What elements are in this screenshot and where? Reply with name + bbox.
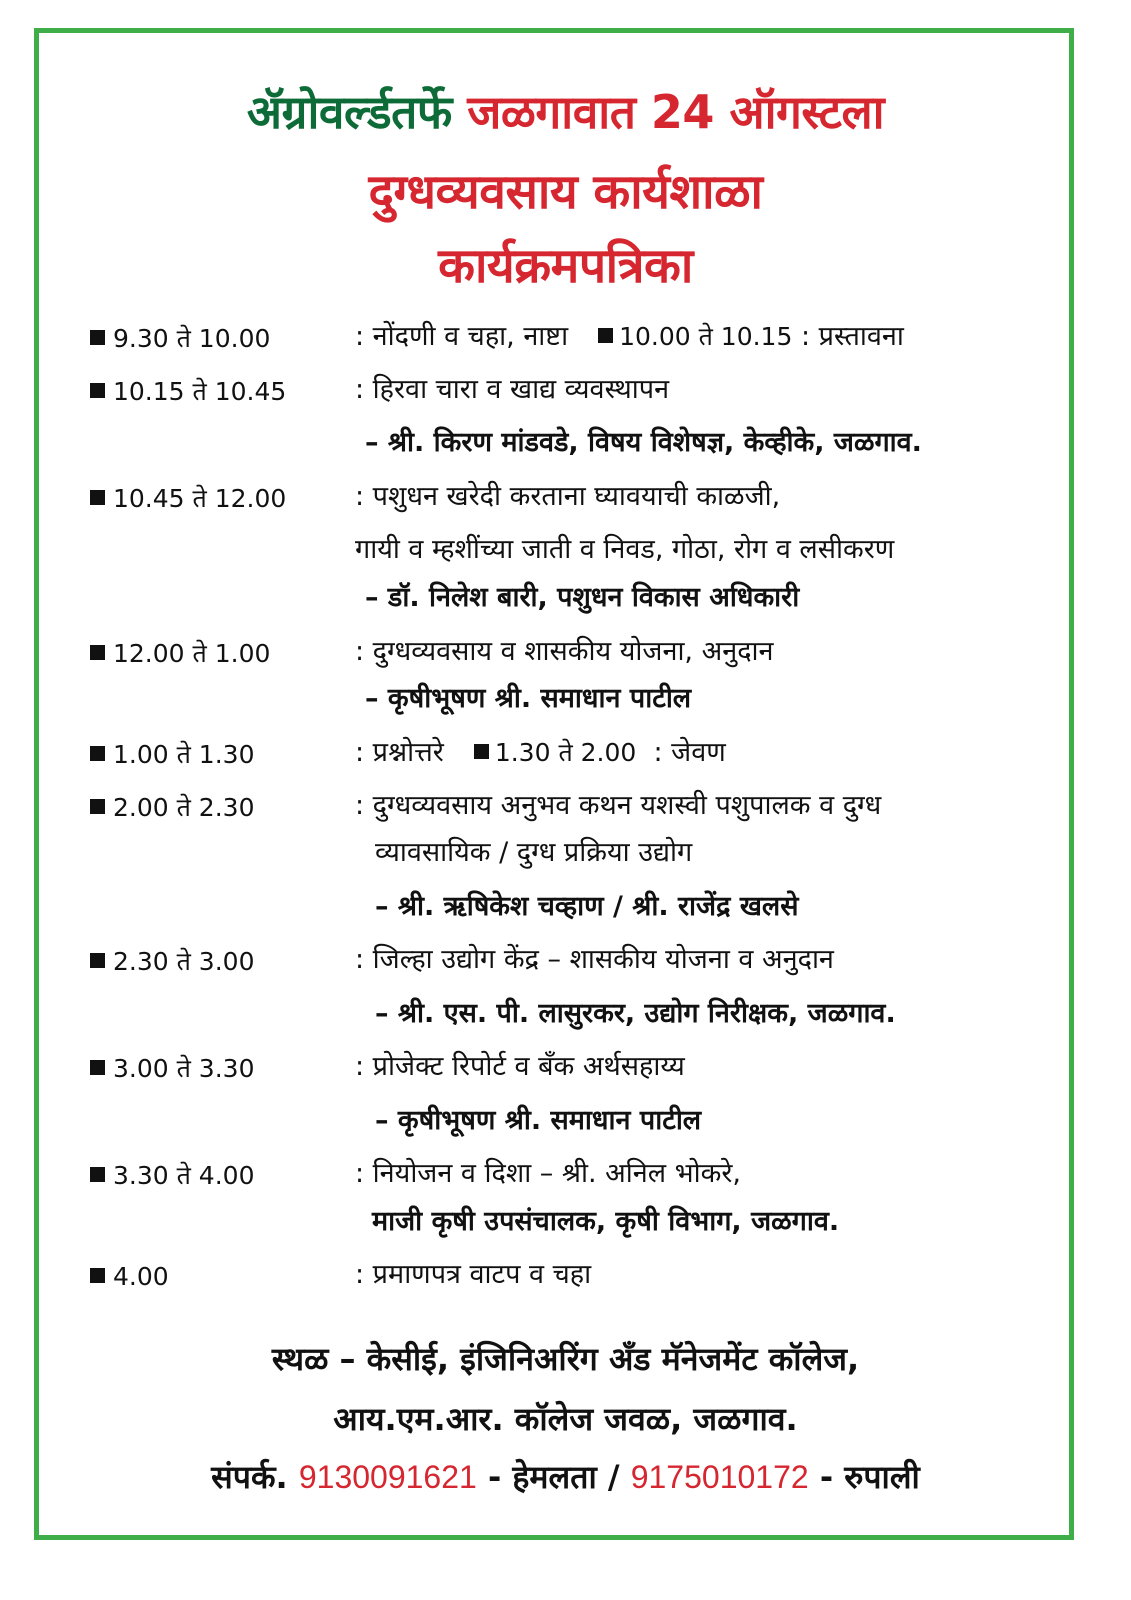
schedule-topic: : प्रोजेक्ट रिपोर्ट व बँक अर्थसहाय्य bbox=[355, 1051, 685, 1082]
schedule-topic: : दुग्धव्यवसाय व शासकीय योजना, अनुदान bbox=[355, 636, 774, 667]
schedule-speaker: – कृषीभूषण श्री. समाधान पाटील bbox=[365, 683, 692, 714]
bullet-square-icon bbox=[90, 1060, 105, 1075]
schedule-topic: : जिल्हा उद्योग केंद्र – शासकीय योजना व अनुदान bbox=[355, 944, 834, 975]
contact-label: संपर्क. bbox=[211, 1458, 288, 1496]
schedule-time: 2.00 ते 2.30 bbox=[90, 791, 254, 825]
schedule-time: 10.15 ते 10.45 bbox=[90, 375, 286, 409]
bullet-square-icon bbox=[90, 330, 105, 345]
schedule-speaker: – कृषीभूषण श्री. समाधान पाटील bbox=[375, 1105, 702, 1136]
schedule-speaker: – श्री. एस. पी. लासुरकर, उद्योग निरीक्षक, जळगाव. bbox=[375, 998, 896, 1029]
venue-line-1: स्थळ – केसीई, इंजिनिअरिंग अँड मॅनेजमेंट कॉलेज, bbox=[271, 1340, 860, 1378]
schedule-speaker: – श्री. ऋषिकेश चव्हाण / श्री. राजेंद्र खलसे bbox=[375, 891, 799, 922]
schedule-time: 3.00 ते 3.30 bbox=[90, 1052, 254, 1086]
schedule-topic: : नोंदणी व चहा, नाष्टा 10.00 ते 10.15 : प्रस्तावना bbox=[355, 321, 904, 352]
bullet-square-icon bbox=[90, 645, 105, 660]
bullet-square-icon bbox=[90, 1167, 105, 1182]
workshop-title: दुग्धव्यवसाय कार्यशाळा bbox=[368, 164, 763, 220]
schedule-topic-continued: माजी कृषी उपसंचालक, कृषी विभाग, जळगाव. bbox=[372, 1206, 840, 1237]
schedule-time: 9.30 ते 10.00 bbox=[90, 322, 270, 356]
schedule-topic: : प्रमाणपत्र वाटप व चहा bbox=[355, 1259, 592, 1290]
contact-name-1: - हेमलता bbox=[487, 1458, 597, 1496]
schedule-topic: : नियोजन व दिशा – श्री. अनिल भोकरे, bbox=[355, 1158, 741, 1189]
headline-date: जळगावात 24 ऑगस्टला bbox=[467, 85, 885, 139]
schedule-time: 1.00 ते 1.30 bbox=[90, 738, 254, 772]
phone-number-2: 9175010172 bbox=[630, 1459, 809, 1495]
bullet-square-icon bbox=[90, 746, 105, 761]
bullet-square-icon bbox=[90, 490, 105, 505]
bullet-square-icon bbox=[474, 744, 489, 759]
headline bbox=[0, 80, 1131, 142]
schedule-topic: : हिरवा चारा व खाद्य व्यवस्थापन bbox=[355, 374, 670, 405]
bullet-square-icon bbox=[90, 953, 105, 968]
schedule-topic-continued: गायी व म्हशींच्या जाती व निवड, गोठा, रोग व लसीकरण bbox=[355, 534, 895, 565]
bullet-square-icon bbox=[90, 1268, 105, 1283]
program-title: कार्यक्रमपत्रिका bbox=[438, 238, 693, 294]
schedule-topic: : प्रश्नोत्तरे 1.30 ते 2.00 : जेवण bbox=[355, 737, 726, 768]
schedule-speaker: – श्री. किरण मांडवडे, विषय विशेषज्ञ, केव्हीके, जळगाव. bbox=[365, 427, 922, 458]
venue-line-2: आय.एम.आर. कॉलेज जवळ, जळगाव. bbox=[333, 1400, 798, 1438]
phone-number-1: 9130091621 bbox=[298, 1459, 477, 1495]
schedule-time: 3.30 ते 4.00 bbox=[90, 1159, 254, 1193]
schedule-topic: : दुग्धव्यवसाय अनुभव कथन यशस्वी पशुपालक व दुग्ध bbox=[355, 790, 882, 821]
bullet-square-icon bbox=[598, 328, 613, 343]
schedule-time: 10.45 ते 12.00 bbox=[90, 482, 286, 516]
bullet-square-icon bbox=[90, 383, 105, 398]
schedule-speaker: – डॉ. निलेश बारी, पशुधन विकास अधिकारी bbox=[365, 582, 800, 613]
contact-separator: / bbox=[607, 1458, 620, 1496]
schedule-topic-continued: व्यावसायिक / दुग्ध प्रक्रिया उद्योग bbox=[375, 837, 693, 868]
contact-line bbox=[0, 1455, 1131, 1498]
schedule-time: 12.00 ते 1.00 bbox=[90, 637, 270, 671]
brand-name: ॲग्रोवर्ल्डतर्फे bbox=[246, 85, 452, 139]
contact-name-2: - रुपाली bbox=[819, 1458, 920, 1496]
schedule-topic: : पशुधन खरेदी करताना घ्यावयाची काळजी, bbox=[355, 481, 781, 512]
schedule-time: 4.00 bbox=[90, 1260, 169, 1294]
bullet-square-icon bbox=[90, 799, 105, 814]
schedule-time: 2.30 ते 3.00 bbox=[90, 945, 254, 979]
